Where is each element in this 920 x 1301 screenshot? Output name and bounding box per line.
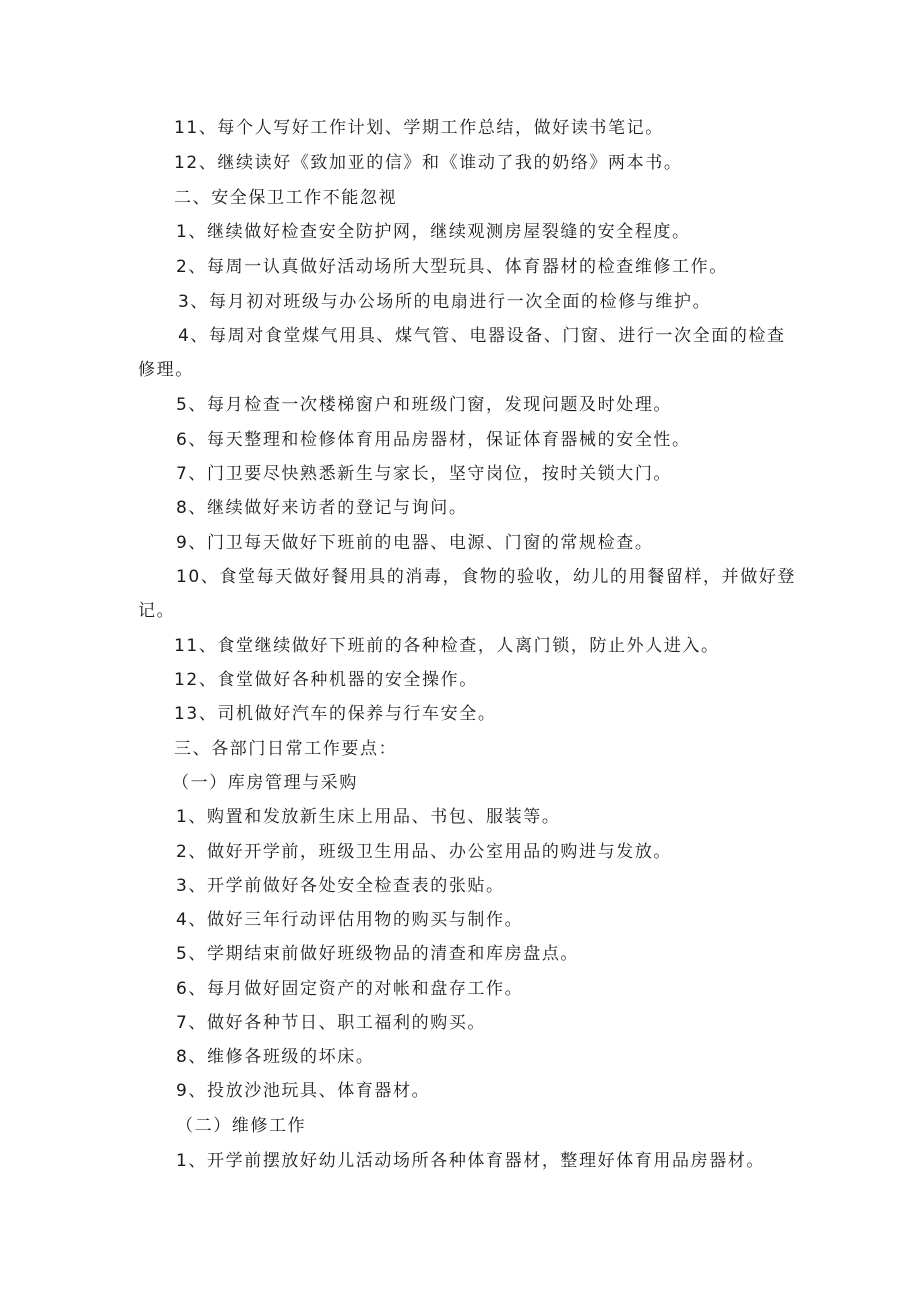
section-heading: 二、安全保卫工作不能忽视 bbox=[174, 188, 398, 208]
text-line: 1、开学前摆放好幼儿活动场所各种体育器材，整理好体育用品房器材。 bbox=[176, 1151, 766, 1171]
text-line: 13、司机做好汽车的保养与行车安全。 bbox=[174, 704, 497, 724]
text-line: 7、做好各种节日、职工福利的购买。 bbox=[176, 1013, 487, 1033]
subsection-heading: （一）库房管理与采购 bbox=[172, 773, 358, 793]
text-line: 6、每月做好固定资产的对帐和盘存工作。 bbox=[176, 979, 524, 999]
text-line: 4、做好三年行动评估用物的购买与制作。 bbox=[176, 910, 524, 930]
text-line: 修理。 bbox=[138, 360, 194, 380]
text-line: 1、继续做好检查安全防护网，继续观测房屋裂缝的安全程度。 bbox=[176, 222, 691, 242]
text-line: 5、每月检查一次楼梯窗户和班级门窗，发现问题及时处理。 bbox=[176, 395, 673, 415]
text-line: 3、开学前做好各处安全检查表的张贴。 bbox=[176, 876, 505, 896]
text-line: 2、每周一认真做好活动场所大型玩具、体育器材的检查维修工作。 bbox=[176, 257, 728, 277]
text-line: 6、每天整理和检修体育用品房器材，保证体育器械的安全性。 bbox=[176, 430, 691, 450]
text-line: 2、做好开学前，班级卫生用品、办公室用品的购进与发放。 bbox=[176, 842, 673, 862]
text-line: 9、门卫每天做好下班前的电器、电源、门窗的常规检查。 bbox=[176, 533, 654, 553]
text-line: 记。 bbox=[138, 601, 176, 621]
text-line: 5、学期结束前做好班级物品的清查和库房盘点。 bbox=[176, 944, 580, 964]
subsection-heading: （二）维修工作 bbox=[176, 1116, 307, 1136]
text-line: 9、投放沙池玩具、体育器材。 bbox=[176, 1081, 431, 1101]
text-line: 1、购置和发放新生床上用品、书包、服装等。 bbox=[176, 807, 561, 827]
text-line: 3、每月初对班级与办公场所的电扇进行一次全面的检修与维护。 bbox=[178, 292, 712, 312]
text-line: 11、食堂继续做好下班前的各种检查，人离门锁，防止外人进入。 bbox=[174, 636, 720, 656]
section-heading: 三、各部门日常工作要点： bbox=[174, 739, 398, 759]
text-line: 11、每个人写好工作计划、学期工作总结，做好读书笔记。 bbox=[174, 118, 664, 138]
text-line: 8、维修各班级的坏床。 bbox=[176, 1047, 375, 1067]
text-line: 7、门卫要尽快熟悉新生与家长，坚守岗位，按时关锁大门。 bbox=[176, 464, 673, 484]
text-line: 8、继续做好来访者的登记与询问。 bbox=[176, 498, 468, 518]
text-line: 12、继续读好《致加亚的信》和《谁动了我的奶络》两本书。 bbox=[174, 153, 683, 173]
text-line: 4、每周对食堂煤气用具、煤气管、电器设备、门窗、进行一次全面的检查 bbox=[178, 326, 786, 346]
text-line: 10、食堂每天做好餐用具的消毒，食物的验收，幼儿的用餐留样，并做好登 bbox=[176, 567, 797, 587]
text-line: 12、食堂做好各种机器的安全操作。 bbox=[174, 670, 478, 690]
